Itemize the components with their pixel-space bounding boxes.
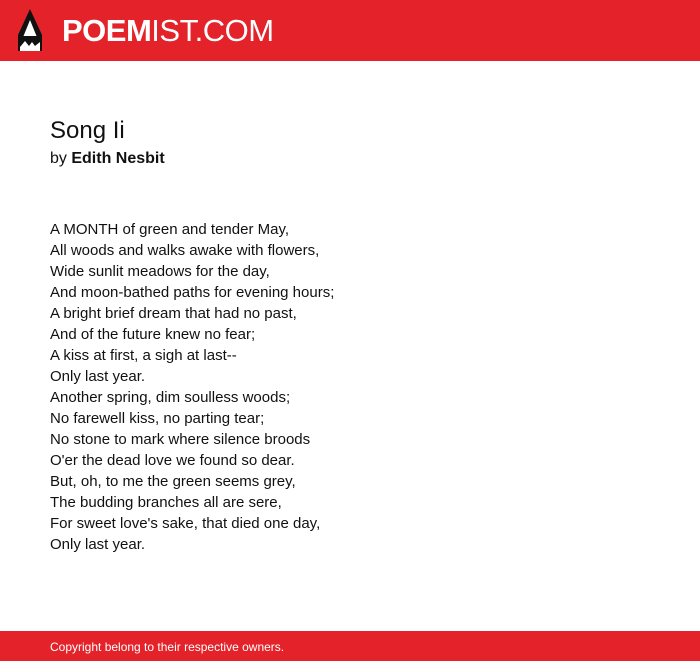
poem-line: Only last year.	[50, 368, 146, 385]
author-link[interactable]: Edith Nesbit	[71, 150, 165, 167]
poem-line: Only last year.	[50, 536, 146, 553]
poem-line: Another spring, dim soulless woods;	[50, 389, 291, 406]
site-logo-link[interactable]	[0, 0, 274, 61]
poem-line: O'er the dead love we found so dear.	[50, 452, 295, 469]
site-footer	[0, 631, 700, 661]
poem-line: And of the future knew no fear;	[50, 326, 256, 343]
poem-line: No farewell kiss, no parting tear;	[50, 410, 265, 427]
poem-line: All woods and walks awake with flowers,	[50, 242, 320, 259]
pencil-tip-icon	[18, 9, 42, 51]
poem-line: No stone to mark where silence broods	[50, 431, 311, 448]
poem-byline	[50, 149, 165, 169]
brand-light: IST.COM	[151, 13, 274, 48]
poem-line: A MONTH of green and tender May,	[50, 221, 289, 238]
byline-label: by	[50, 150, 67, 167]
poem-title: Song Ii	[50, 117, 125, 144]
poem-line: And moon-bathed paths for evening hours;	[50, 284, 335, 301]
poem-line: A bright brief dream that had no past,	[50, 305, 297, 322]
site-header	[0, 0, 700, 61]
poem-body	[50, 219, 334, 555]
poem-line: But, oh, to me the green seems grey,	[50, 473, 296, 490]
poem-line: For sweet love's sake, that died one day,	[50, 515, 321, 532]
poem-line: A kiss at first, a sigh at last--	[50, 347, 237, 364]
copyright-text: Copyright belong to their respective owners.	[50, 640, 285, 654]
poem-line: Wide sunlit meadows for the day,	[50, 263, 270, 280]
brand-bold: POEM	[62, 13, 152, 48]
site-logo-text	[62, 13, 274, 49]
poem-line: The budding branches all are sere,	[50, 494, 282, 511]
